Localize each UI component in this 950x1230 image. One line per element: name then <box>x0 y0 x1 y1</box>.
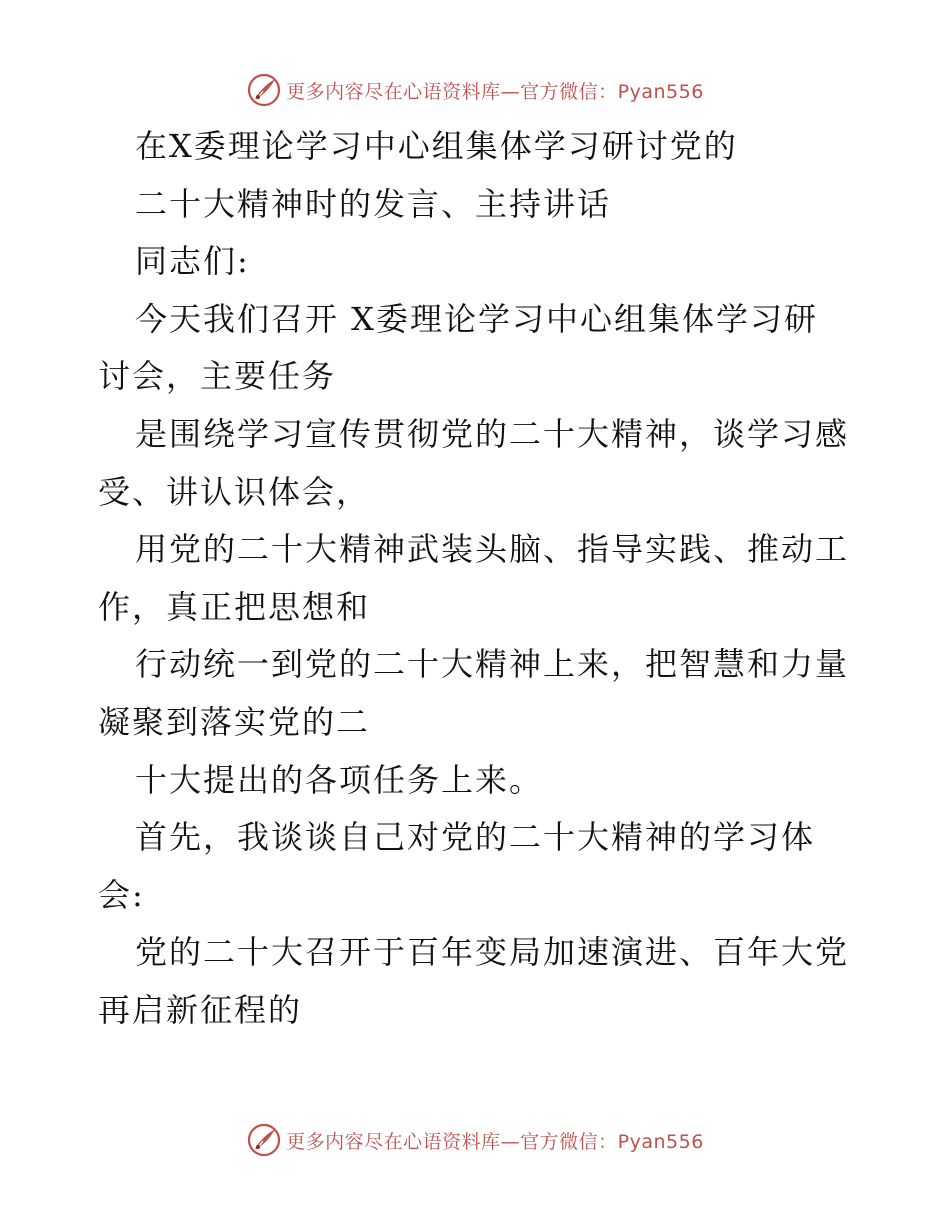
watermark-wechat-id: 官方微信：Pyan556 <box>520 1130 704 1153</box>
quill-pen-logo-icon <box>246 72 282 108</box>
watermark-separator: — <box>500 1130 521 1153</box>
watermark-text <box>286 1127 704 1154</box>
doc-line: 作，真正把思想和 <box>98 587 371 626</box>
watermark-wechat-id: 官方微信：Pyan556 <box>520 80 704 103</box>
doc-line: 再启新征程的 <box>98 990 303 1029</box>
doc-line: 今天我们召开 X委理论学习中心组集体学习研 <box>135 299 818 338</box>
doc-line: 行动统一到党的二十大精神上来，把智慧和力量 <box>135 645 850 684</box>
watermark-site-name: 更多内容尽在心语资料库 <box>286 80 501 103</box>
watermark-separator: — <box>500 80 521 103</box>
doc-line: 用党的二十大精神武装头脑、指导实践、推动工 <box>135 530 850 569</box>
watermark-text <box>286 77 704 104</box>
doc-line: 在X委理论学习中心组集体学习研讨党的 <box>135 127 738 165</box>
watermark-site-name: 更多内容尽在心语资料库 <box>286 1130 501 1153</box>
doc-line: 会: <box>98 875 145 914</box>
document-body <box>98 118 858 1040</box>
footer-watermark-banner <box>0 1120 950 1160</box>
doc-line: 凝聚到落实党的二 <box>98 702 371 741</box>
header-watermark-banner <box>0 70 950 110</box>
doc-line: 党的二十大召开于百年变局加速演进、百年大党 <box>135 933 850 972</box>
doc-line: 讨会，主要任务 <box>98 357 337 396</box>
doc-line: 二十大精神时的发言、主持讲话 <box>135 184 612 223</box>
doc-line: 是围绕学习宣传贯彻党的二十大精神，谈学习感 <box>135 414 850 453</box>
doc-line: 受、讲认识体会， <box>98 472 371 511</box>
quill-pen-logo-icon <box>246 1122 282 1158</box>
doc-line: 首先，我谈谈自己对党的二十大精神的学习体 <box>135 818 816 857</box>
doc-line: 同志们: <box>135 242 250 281</box>
doc-line: 十大提出的各项任务上来。 <box>135 760 544 799</box>
